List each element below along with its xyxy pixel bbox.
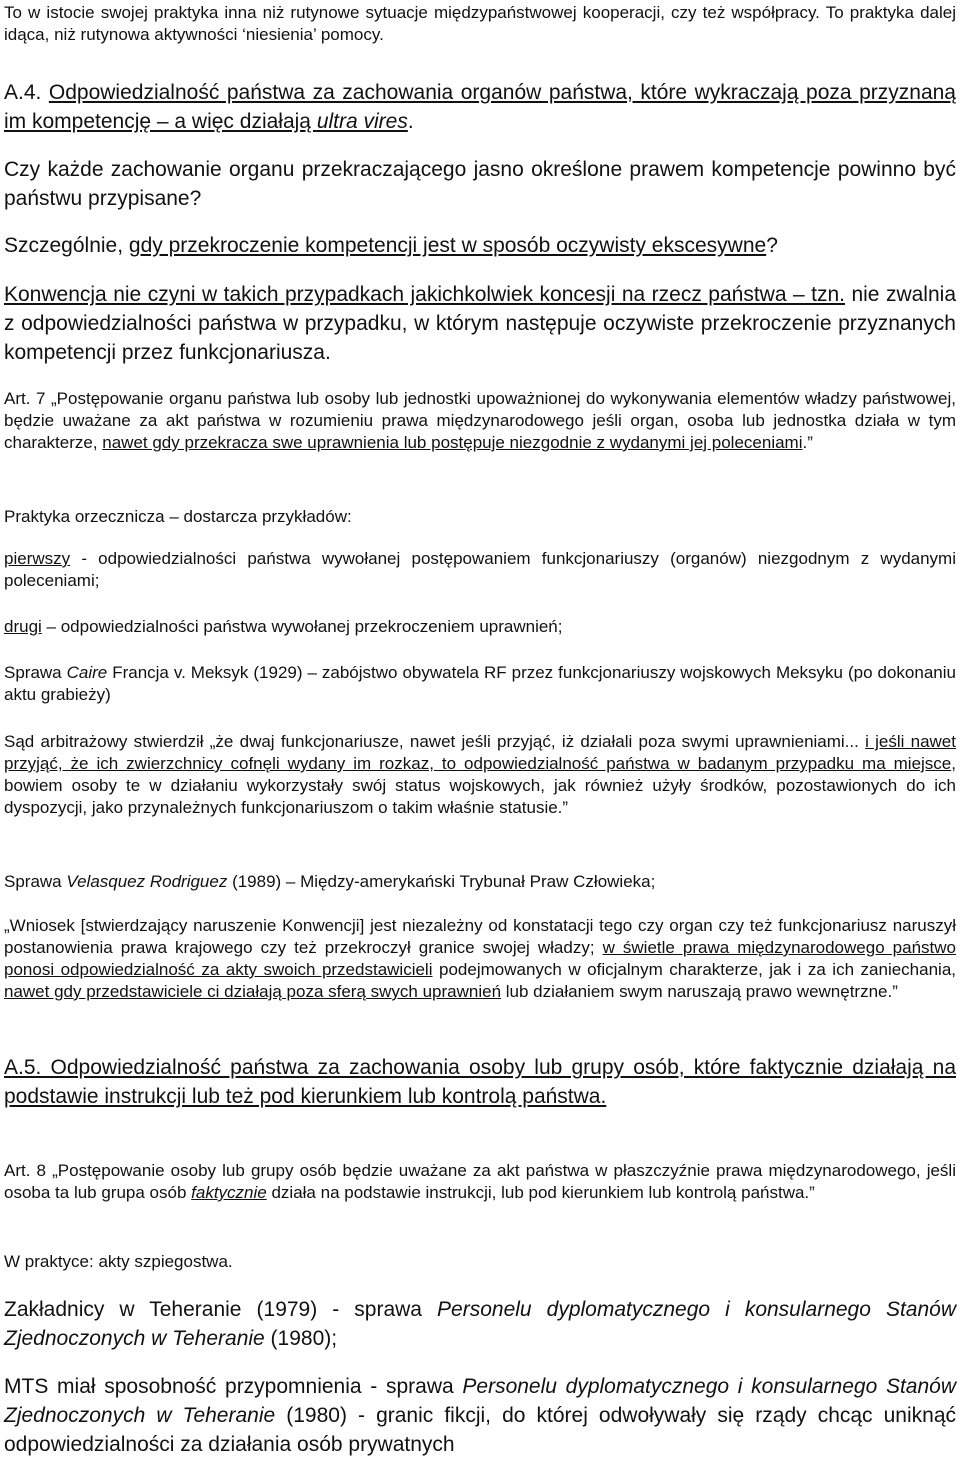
question-2: Szczególnie, gdy przekroczenie kompetencji jest w sposób oczywisty ekscesywne? xyxy=(4,234,778,257)
paragraph-sad: Sąd arbitrażowy stwierdził „że dwaj funkcjonariusze, nawet jeśli przyjąć, iż działali poza swymi uprawnieniami... i jeśli nawet przyjąć, że ich zwierzchnicy cofnęli wydany im rozkaz, to odpowiedzialność państwa w badanym przypadku ma miejsce, bowiem osoby te w działaniu wykorzystały swój status wojskowych, jak również użyły środków, pozostawionych do ich dyspozycji, jako przynależnych funkcjonariuszom o takim właśnie statusie.” xyxy=(4,732,956,817)
paragraph-velasquez: Sprawa Velasquez Rodriguez (1989) – Między-amerykański Trybunał Praw Człowieka; xyxy=(4,872,656,891)
article-8: Art. 8 „Postępowanie osoby lub grupy osób będzie uważane za akt państwa w płaszczyźnie prawa międzynarodowego, jeśli osoba ta lub grupa osób faktycznie działa na podstawie instrukcji, lub pod kierunkiem lub kontrolą państwa.” xyxy=(4,1161,956,1202)
paragraph-w-praktyce: W praktyce: akty szpiegostwa. xyxy=(4,1252,233,1271)
heading-a5: A.5. Odpowiedzialność państwa za zachowania osoby lub grupy osób, które faktycznie działają na podstawie instrukcji lub też pod kierunkiem lub kontrolą państwa. xyxy=(4,1056,956,1108)
question-1: Czy każde zachowanie organu przekraczającego jasno określone prawem kompetencje powinno być państwu przypisane? xyxy=(4,158,956,210)
paragraph-drugi: drugi – odpowiedzialności państwa wywołanej przekroczeniem uprawnień; xyxy=(4,617,563,636)
paragraph-zakladnicy: Zakładnicy w Teheranie (1979) - sprawa Personelu dyplomatycznego i konsularnego Stanów Zjednoczonych w Teheranie (1980); xyxy=(4,1298,957,1350)
paragraph-konwencja: Konwencja nie czyni w takich przypadkach jakichkolwiek koncesji na rzecz państwa – tzn. nie zwalnia z odpowiedzialności państwa w przypadku, w którym następuje oczywiste przekroczenie przyznanych kompetencji przez funkcjonariusza. xyxy=(4,283,956,364)
paragraph-intro: To w istocie swojej praktyka inna niż rutynowe sytuacje międzypaństwowej kooperacji, czy też współpracy. To praktyka dalej idąca, niż rutynowa aktywności ‘niesienia’ pomocy. xyxy=(4,3,956,44)
paragraph-caire: Sprawa Caire Francja v. Meksyk (1929) – zabójstwo obywatela RF przez funkcjonariuszy wojskowych Meksyku (po dokonaniu aktu grabieży) xyxy=(4,663,956,704)
paragraph-wniosek: „Wniosek [stwierdzający naruszenie Konwencji] jest niezależny od konstatacji tego czy organ czy też funkcjonariusz naruszył postanowienia prawa krajowego czy też przekroczył granice swojej władzy; w świetle prawa międzynarodowego państwo ponosi odpowiedzialność za akty swoich przedstawicieli podejmowanych w oficjalnym charakterze, jak i za ich zaniechania, nawet gdy przedstawiciele ci działają poza sferą swych uprawnień lub działaniem swym naruszają prawo wewnętrzne.” xyxy=(4,916,957,1001)
article-7: Art. 7 „Postępowanie organu państwa lub osoby lub jednostki upoważnionej do wykonywania elementów władzy państwowej, będzie uważane za akt państwa w rozumieniu prawa międzynarodowego jeśli organ, osoba lub jednostka działa w tym charakterze, nawet gdy przekracza swe uprawnienia lub postępuje niezgodnie z wydanymi jej poleceniami.” xyxy=(4,389,956,452)
paragraph-pierwszy: pierwszy - odpowiedzialności państwa wywołanej postępowaniem funkcjonariuszy (organów) niezgodnym z wydanymi poleceniami; xyxy=(4,549,956,590)
paragraph-mts: MTS miał sposobność przypomnienia - sprawa Personelu dyplomatycznego i konsularnego Stanów Zjednoczonych w Teheranie (1980) - granic fikcji, do której odwoływały się rządy chcąc uniknąć odpowiedzialności za działania osób prywatnych xyxy=(4,1375,957,1456)
heading-a4: A.4. Odpowiedzialność państwa za zachowania organów państwa, które wykraczają poza przyznaną im kompetencję – a więc działają ultra vires. xyxy=(4,81,956,133)
paragraph-praktyka: Praktyka orzecznicza – dostarcza przykładów: xyxy=(4,507,352,526)
